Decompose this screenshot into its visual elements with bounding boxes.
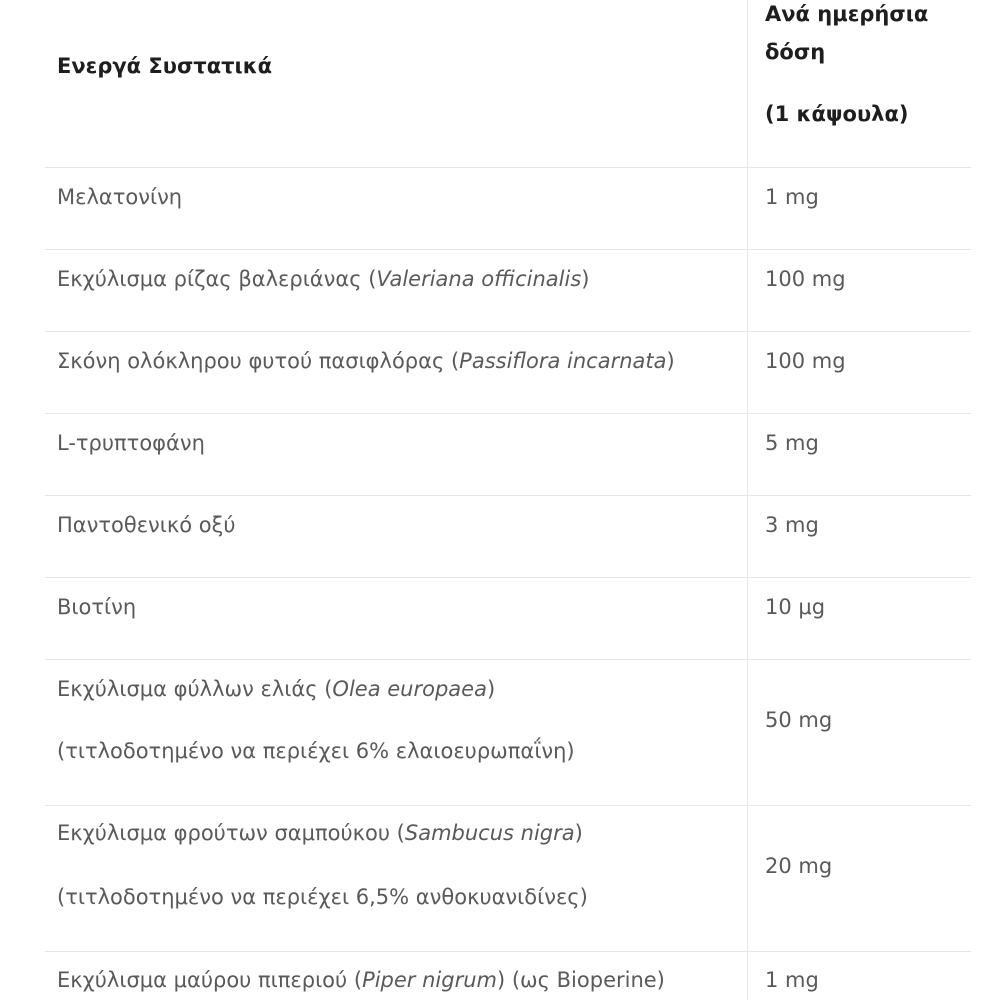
ingredient-note: (τιτλοδοτημένο να περιέχει 6,5% ανθοκυανιδίνες) [57,885,588,909]
header-dose-line2: δόση [765,40,826,64]
ingredient-name: Παντοθενικό οξύ [57,513,236,537]
ingredient-amount: 100 mg [765,349,846,373]
ingredient-amount: 1 mg [765,968,819,992]
header-dose-line1: Ανά ημερήσια [765,2,929,26]
latin-name: Olea europaea [332,677,487,701]
ingredient-name: Βιοτίνη [57,595,137,619]
latin-name: Passiflora incarnata [459,349,667,373]
ingredient-name: Σκόνη ολόκληρου φυτού πασιφλόρας (Passiflora incarnata) [57,349,675,373]
ingredient-amount: 20 mg [765,854,833,878]
ingredient-amount: 10 μg [765,595,826,619]
ingredient-amount: 50 mg [765,708,833,732]
ingredient-note: (τιτλοδοτημένο να περιέχει 6% ελαιοευρωπαΐνη) [57,739,575,763]
ingredient-name: Εκχύλισμα μαύρου πιπεριού (Piper nigrum) (ως Bioperine) [57,968,665,992]
latin-name: Sambucus nigra [404,821,575,845]
ingredient-amount: 1 mg [765,185,819,209]
ingredient-name: Εκχύλισμα φύλλων ελιάς (Olea europaea) [57,677,496,701]
ingredient-name: Μελατονίνη [57,185,183,209]
ingredient-amount: 5 mg [765,431,819,455]
latin-name: Valeriana officinalis [376,267,582,291]
ingredient-name: Εκχύλισμα ρίζας βαλεριάνας (Valeriana officinalis) [57,267,590,291]
table-row [45,332,971,414]
table-header-row [45,0,971,168]
table-row [45,250,971,332]
ingredient-amount: 100 mg [765,267,846,291]
ingredient-name: L-τρυπτοφάνη [57,431,205,455]
table-row [45,578,971,660]
table-row [45,806,971,952]
ingredients-table [45,0,971,1000]
header-ingredients: Ενεργά Συστατικά [57,54,273,78]
table-row [45,496,971,578]
table-row [45,168,971,250]
table-row [45,414,971,496]
table-row [45,660,971,806]
header-dose-line3: (1 κάψουλα) [765,102,909,126]
ingredient-name: Εκχύλισμα φρούτων σαμπούκου (Sambucus nigra) [57,821,583,845]
latin-name: Piper nigrum [362,968,497,992]
table-row [45,952,971,1000]
ingredient-amount: 3 mg [765,513,819,537]
